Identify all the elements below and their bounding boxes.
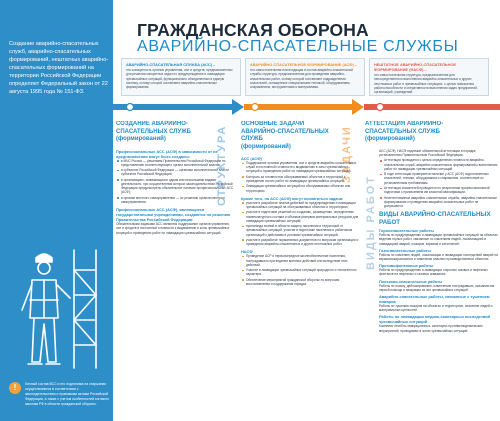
list-item: Участие в ликвидации чрезвычайных ситуаций природного и техногенного характера. [241, 268, 359, 276]
work-type-desc: Комплекс лечебно-эвакуационных, санитарно-противоэпидемических мероприятий, проводимых в зонах чрезвычайных ситуаций. [379, 324, 483, 333]
rescue-worker-icon [14, 240, 100, 370]
column-title: ОСНОВНЫЕ ЗАДАЧИ АВАРИЙНО-СПАСАТЕЛЬНЫХ СЛУЖБ [241, 121, 329, 142]
vertical-label-tasks: ЗАДАЧИ [341, 125, 353, 183]
definition-body: это совокупность органов управления, сил и средств, предназначенных для решения конкретных задач по предупреждению и ликвидации чрезвычайных ситуаций, функционально объединенных в единую систему, основу которой составляют аварийно-спасательные формирования. [126, 68, 233, 90]
column-subtitle: (формирований) [365, 136, 415, 142]
list-item: Обеспечение мероприятий гражданской обороны по вопросам восстановления и поддержания порядка. [241, 278, 359, 286]
note [9, 382, 109, 407]
list-item: участие в подготовке решений по созданию, размещению, определению номенклатурного состава и объемов резервов материальных ресурсов для ликвидации чрезвычайных ситуаций; [241, 210, 359, 223]
column-creation [116, 121, 234, 417]
work-type-title: Работы по ликвидации медико-санитарных последствий чрезвычайных ситуаций [379, 314, 491, 325]
list-item: В ходе аттестации проверяется наличие у АСС (АСФ) подготовленных спасателей, техники, оборудования и снаряжения, соответствие их установленным требованиям. [379, 172, 498, 185]
work-type-desc: Работы по предупреждению и ликвидации чрезвычайных ситуаций на объектах ведения горных работ, связанные со спасением людей, локализацией и ликвидацией аварий, пожаров, взрывов и затоплений. [379, 233, 498, 246]
column-attestation [365, 121, 498, 417]
arrow-head-orange [352, 99, 364, 115]
header [113, 0, 500, 100]
page-title: ГРАЖДАНСКАЯ ОБОРОНА [137, 20, 369, 40]
definition-nasf [369, 58, 489, 96]
list-item: Ликвидация чрезвычайных ситуаций на обслуживаемых объектах или территориях. [241, 184, 359, 192]
list-item: в органах местного самоуправления — по решению органов местного самоуправления. [116, 196, 234, 204]
list-item: Контроль за готовностью обслуживаемых объектов и территорий к проведению на них работ по ликвидации чрезвычайных ситуаций. [241, 175, 359, 183]
list-item: Аттестация спасателей проводится по результатам профессиональной подготовки с присвоением им классной квалификации. [379, 186, 498, 194]
list-item: Неаттестованные аварийно-спасательные службы, аварийно-спасательные формирования к проведению аварийно-спасательных работ не допускаются. [379, 196, 498, 209]
arrow-bar-orange [244, 104, 356, 110]
work-type-title: Газоспасательные работы [379, 247, 431, 253]
info-icon: ! [9, 382, 21, 394]
column-title: АТТЕСТАЦИЯ АВАРИЙНО-СПАСАТЕЛЬНЫХ СЛУЖБ [365, 121, 444, 135]
list-item: Поддержание органов управления, сил и средств аварийно-спасательных служб в постоянной готовности к выдвижению в зоны чрезвычайных ситуаций и проведению работ по ликвидации чрезвычайных ситуаций. [241, 161, 359, 174]
section-head: АСС (АСФ) [241, 156, 262, 161]
arrow-bar-red [364, 104, 500, 110]
work-type-title: Противофонтанные работы [379, 263, 434, 269]
work-type-desc: Работы по спасению людей, локализации и ликвидации последствий аварий на взрывопожароопасных и химически опасных производственных объектах. [379, 252, 498, 262]
work-type-desc: Работы по предупреждению и ликвидации открытых газовых и нефтяных фонтанов на нефтяных и газовых скважинах. [379, 268, 488, 277]
section-head: НАСФ [241, 249, 253, 255]
paragraph: Обязательными задачами АСС являются поддержание органов управления, сил и средств в постоянной готовности к выдвижению в зоны чрезвычайных ситуаций и проведению работ по ликвидации чрезвычайных ситуаций. [116, 222, 230, 235]
column-title: СОЗДАНИЕ АВАРИЙНО-СПАСАТЕЛЬНЫХ СЛУЖБ [116, 121, 191, 135]
list-item: пропаганда знаний в области защиты населения и территорий от чрезвычайных ситуаций, участие в подготовке населения и работников организаций к действиям в условиях чрезвычайных ситуаций; [241, 224, 359, 237]
vertical-label-structure: СТРУКТУРА [216, 125, 228, 207]
list-item: участие в разработке нормативных документов по вопросам организации и проведения аварийно-спасательных и других неотложных работ. [241, 238, 359, 246]
sidebar [0, 0, 113, 421]
definition-asf [245, 58, 365, 96]
vertical-label-works: ВИДЫ РАБОТ [365, 175, 377, 271]
work-type-title: Аварийно-спасательные работы, связанные с тушением пожаров [379, 294, 490, 305]
arrow-head-blue [232, 99, 244, 115]
definition-body: это самостоятельная структура, предназначенная для непосредственного выполнения аварийно-спасательных и других неотложных работ в чрезвычайных ситуациях, с целью повышения работоспособности и оперативности выполнения задач предприятий, организаций, учреждений. [374, 73, 478, 95]
column-subtitle: (формирований) [116, 136, 166, 142]
section-head: Профессиональные АСС (АСФ) в зависимости от их предназначения могут быть созданы: [116, 148, 218, 159]
definition-title: АВАРИЙНО-СПАСАТЕЛЬНАЯ СЛУЖБА (АСС) – [126, 62, 216, 67]
attestation-body [365, 149, 498, 333]
work-type-title: Горноспасательные работы [379, 228, 434, 234]
section-head: Профессиональные АСС (АСФ), являющиеся государственными учреждениями, создаются по решению Правительства Российской Федерации. [116, 207, 231, 223]
arrow-band [0, 97, 500, 117]
definition-title: НЕШТАТНОЕ АВАРИЙНО-СПАСАТЕЛЬНОЕ ФОРМИРОВАНИЕ (НАСФ) – [374, 62, 457, 72]
page-subtitle: АВАРИЙНО-СПАСАТЕЛЬНЫЕ СЛУЖБЫ [137, 38, 459, 55]
definition-body: это самостоятельная или входящая в состав аварийно-спасательной службы структура, предназначенная для проведения аварийно-спасательных работ, основу которой составляют подразделения спасателей, оснащенные специальными техникой, оборудованием, снаряжением, инструментами и материалами. [250, 68, 353, 90]
work-type-desc: Работы по тушению пожаров на объектах и территориях, спасению людей и материальных ценностей. [379, 304, 493, 313]
sidebar-intro: Создание аварийно-спасательных служб, аварийно-спасательных формирований, нештатных аварийно-спасательных формирований на территории Российской Федерации определяет Федеральный закон от 22 августа 1995 года № 151-ФЗ. [9, 41, 109, 95]
list-item: в организациях, занимающихся одним или несколькими видами деятельности, при осуществлении которых законодательством Российской Федерации предусмотрено обязательное наличие профессиональных АСС (АСФ); [116, 178, 234, 195]
definition-ass [121, 58, 241, 96]
list-item: в субъектах Российской Федерации — органами исполнительной власти субъектов Российской Федерации; [116, 168, 234, 176]
column-tasks [241, 121, 359, 417]
list-item: Проведение АСР и первоочередное жизнеобеспечение населения, пострадавшего при ведении военных действий или вследствие этих действий. [241, 254, 359, 267]
work-type-title: Поисково-спасательные работы [379, 278, 443, 284]
note-text: Личный состав ВСС и его подготовка на старшинах осуществляются в соответствии с законодательством и правовыми актами Российской Федерации, а также с учетом особенностей согласно законам РФ в области гражданской обороны. [25, 382, 109, 406]
list-item: в МЧС России — решением Правительства Российской Федерации по представлению соответствующего органа исполнительной власти; [116, 159, 234, 167]
section-title: ВИДЫ АВАРИЙНО-СПАСАТЕЛЬНЫХ РАБОТ [379, 211, 491, 226]
section-head: Кроме того, на АСС (АСФ) могут возлагаться задачи: [241, 195, 344, 201]
column-subtitle: (формирований) [241, 143, 291, 150]
work-type-desc: Работы по поиску, деблокированию, извлечению пострадавших, оказанию им первой помощи и эвакуации из зон чрезвычайных ситуаций. [379, 283, 495, 292]
list-item: участие в разработке планов действий по предупреждению и ликвидации чрезвычайных ситуаций на обслуживаемых объектах и территориях; [241, 201, 359, 209]
list-item: Аттестация проводится с целью определения готовности аварийно-спасательных служб, аварийно-спасательных формирований к выполнению работ по ликвидации чрезвычайных ситуаций. [379, 158, 498, 171]
paragraph: АСС (АСФ), НАСФ подлежат обязательной аттестации в порядке, установленном Правительством Российской Федерации. [379, 148, 477, 157]
definition-title: АВАРИЙНО-СПАСАТЕЛЬНОЕ ФОРМИРОВАНИЕ (АСФ) – [250, 62, 358, 67]
